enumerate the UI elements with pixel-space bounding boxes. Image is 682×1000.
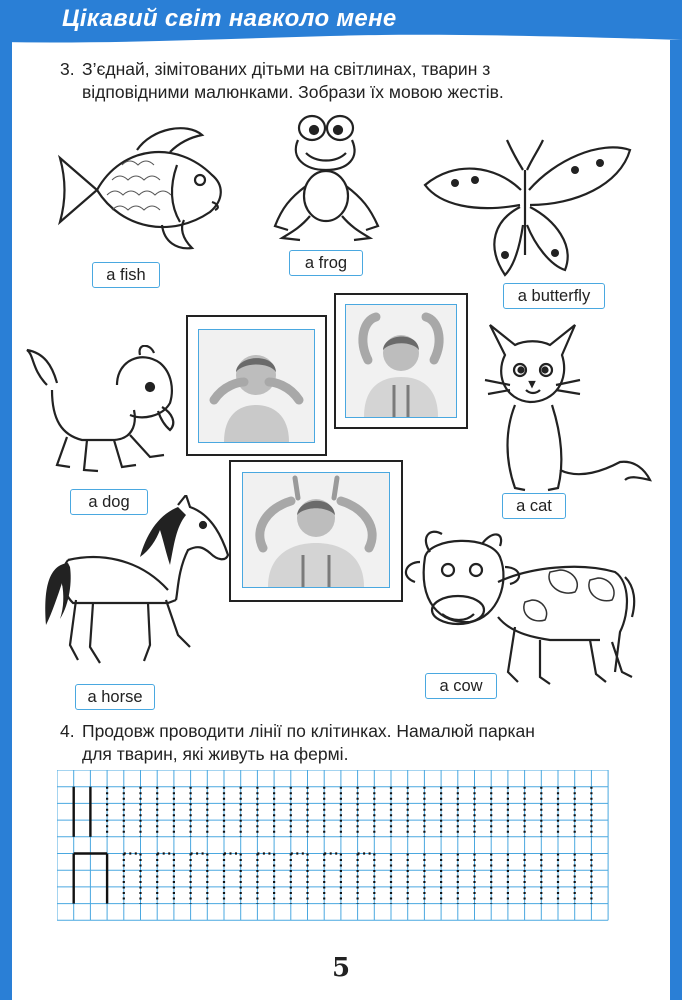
label-horse: a horse bbox=[75, 684, 155, 710]
task-3-line-1: З’єднай, зімітованих дітьми на світлинах, тварин з bbox=[82, 59, 491, 79]
page-number: 5 bbox=[331, 953, 351, 983]
dog-drawing bbox=[22, 345, 182, 480]
horse-drawing bbox=[38, 495, 238, 675]
boy-photo-2 bbox=[346, 305, 456, 417]
cat-drawing bbox=[480, 320, 655, 500]
boy-photo-1 bbox=[199, 330, 314, 442]
page-title: Цікавий світ навколо мене bbox=[62, 5, 397, 32]
photo-boy-fish-gesture bbox=[186, 315, 327, 456]
task-4-number: 4. bbox=[60, 721, 75, 741]
task-3-instruction bbox=[60, 58, 620, 104]
frog-drawing bbox=[270, 108, 395, 248]
task-3-line-2: відповідними малюнками. Зобрази їх мовою жестів. bbox=[82, 82, 504, 102]
fish-drawing bbox=[52, 120, 232, 255]
label-fish: a fish bbox=[92, 262, 160, 288]
right-border bbox=[670, 40, 682, 1000]
task-4-line-1: Продовж проводити лінії по клітинках. Намалюй паркан bbox=[82, 721, 535, 741]
label-dog: a dog bbox=[70, 489, 148, 515]
label-butterfly: a butterfly bbox=[503, 283, 605, 309]
left-border bbox=[0, 40, 12, 1000]
boy-photo-3 bbox=[243, 473, 389, 587]
photo-boy-cow-gesture bbox=[229, 460, 403, 602]
task-3-number: 3. bbox=[60, 59, 75, 79]
label-cat: a cat bbox=[502, 493, 566, 519]
label-cow: a cow bbox=[425, 673, 497, 699]
label-frog: a frog bbox=[289, 250, 363, 276]
tracing-grid[interactable] bbox=[57, 770, 619, 936]
butterfly-drawing bbox=[415, 135, 635, 285]
task-4-instruction bbox=[60, 720, 630, 766]
photo-boy-cat-gesture bbox=[334, 293, 468, 429]
task-4-line-2: для тварин, які живуть на фермі. bbox=[82, 744, 349, 764]
